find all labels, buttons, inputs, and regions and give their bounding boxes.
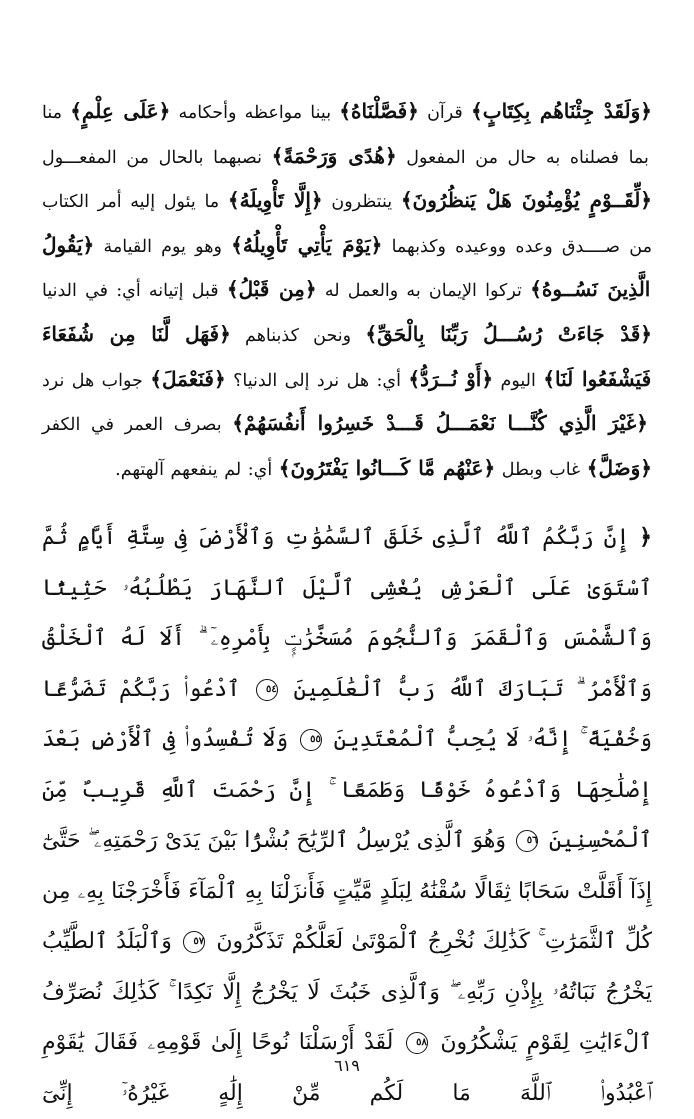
ayah-number-marker: ٥٨ (406, 1032, 428, 1054)
commentary-text: ونحن كذبناهم (230, 325, 366, 346)
quran-bracket: ﴾ (226, 277, 239, 302)
quran-phrase: عَنْهُم مَّا كَـــانُوا يَفْتَرُونَ (290, 455, 484, 480)
quran-bracket: ﴿ (481, 366, 494, 391)
commentary-text: وهو يوم القيامة (94, 236, 232, 257)
verse-text: إِنَّ رَبَّكُمُ ٱللَّهُ ٱلَّذِى خَلَقَ ٱلسَّمَٰوَٰتِ وَٱلْأَرْضَ فِى سِتَّةِ أَيَّامٍ ثُمَّ ٱسْتَوَىٰ عَلَى ٱلْعَرْشِ يُغْشِى ٱلَّيْلَ ٱلنَّهَارَ يَطْلُبُهُۥ حَثِيثًا وَٱلشَّمْسَ وَٱلْقَمَرَ وَٱلنُّجُومَ مُسَخَّرَٰتٍۭ بِأَمْرِهِۦٓ ۗ أَلَا لَهُ ٱلْخَلْقُ وَٱلْأَمْرُ ۗ تَبَارَكَ ٱللَّهُ رَبُّ ٱلْعَٰلَمِينَ (42, 525, 652, 702)
ayah-number-marker: ٥٦ (516, 830, 538, 852)
quran-bracket: ﴿ (407, 99, 419, 123)
quran-bracket: ﴾ (232, 411, 244, 436)
quran-bracket: ﴿ (483, 455, 496, 480)
ayah-number-marker: ٥٤ (256, 679, 278, 701)
commentary-text: بصرف العمر في الكفر (42, 415, 233, 436)
quran-open-bracket: ﴿ (639, 524, 653, 550)
quran-bracket: ﴿ (370, 232, 383, 257)
commentary-text: جواب هل نرد (42, 370, 151, 391)
commentary-text: أي: هل نرد إلى الدنيا؟ (225, 370, 409, 391)
quran-bracket: ﴾ (231, 232, 243, 257)
quran-bracket: ﴾ (70, 99, 82, 123)
quran-bracket: ﴿ (304, 277, 317, 302)
quran-bracket: ﴿ (213, 366, 226, 391)
commentary-text: ينتظرون (322, 192, 401, 213)
quran-bracket: ﴿ (636, 411, 648, 436)
commentary-text: ما يئول إليه أمر الكتاب من صــــدق وعده ووعيده وكذبهما (42, 192, 652, 257)
commentary-text: قبل إتيانه أي: في الدنيا (42, 281, 227, 302)
quran-bracket: ﴾ (543, 366, 555, 391)
verse-text: وَلَا تُفْسِدُوا۟ فِى ٱلْأَرْضِ بَعْدَ إِصْلَٰحِهَا وَٱدْعُوهُ خَوْفًا وَطَمَعًا ۚ إِنَّ رَحْمَتَ ٱللَّهِ قَرِيبٌ مِّنَ ٱلْمُحْسِنِينَ (42, 727, 653, 853)
quran-phrase: مِن قَبْلُ (238, 277, 305, 302)
verse-text: لَقَدْ أَرْسَلْنَا نُوحًا إِلَىٰ قَوْمِهِۦ فَقَالَ يَٰقَوْمِ ٱعْبُدُوا۟ ٱللَّهَ مَا لَكُم مِّنْ إِلَٰهٍ غَيْرُهُۥٓ إِنِّىٓ (42, 1030, 652, 1106)
quran-verses (42, 512, 652, 1119)
commentary-text: نصبهما بالحال من المفعـــول (42, 147, 272, 168)
quran-bracket: ﴿ (82, 232, 95, 257)
quran-bracket: ﴿ (640, 99, 652, 123)
ayah-number-marker: ٥٧ (183, 931, 205, 953)
commentary-text: اليوم (493, 370, 544, 391)
quran-phrase: فَنَعْمَلَ (161, 366, 214, 391)
quran-phrase: إِلَّا تَأْوِيلَهُ (239, 188, 311, 213)
commentary-text: قرآن (418, 103, 472, 123)
quran-phrase: أَوْ نُــرَدُّ (420, 366, 482, 391)
quran-bracket: ﴾ (271, 143, 284, 168)
quran-bracket: ﴾ (278, 455, 291, 480)
verse-text: ٱدْعُوا۟ رَبَّكُمْ تَضَرُّعًا وَخُفْيَةً ۚ إِنَّهُۥ لَا يُحِبُّ ٱلْمُعْتَدِينَ (42, 676, 652, 752)
verse-text: وَٱلْبَلَدُ ٱلطَّيِّبُ يَخْرُجُ نَبَاتُهُۥ بِإِذْنِ رَبِّهِۦ ۖ وَٱلَّذِى خَبُثَ لَا يَخْرُجُ إِلَّا نَكِدًا ۚ كَذَٰلِكَ نُصَرِّفُ ٱلْءَايَٰتِ لِقَوْمٍ يَشْكُرُونَ (42, 929, 652, 1055)
verse-text: وَهُوَ ٱلَّذِى يُرْسِلُ ٱلرِّيَٰحَ بُشْرًۢا بَيْنَ يَدَىْ رَحْمَتِهِۦ ۖ حَتَّىٰٓ إِذَآ أَقَلَّتْ سَحَابًا ثِقَالًا سُقْنَٰهُ لِبَلَدٍ مَّيِّتٍ فَأَنزَلْنَا بِهِ ٱلْمَآءَ فَأَخْرَجْنَا بِهِۦ مِن كُلِّ ٱلثَّمَرَٰتِ ۚ كَذَٰلِكَ نُخْرِجُ ٱلْمَوْتَىٰ لَعَلَّكُمْ تَذَكَّرُونَ (42, 828, 653, 954)
quran-phrase: فَصَّلْنَاهُ (351, 99, 408, 123)
page-number: ٦١٩ (334, 1056, 360, 1075)
quran-phrase: غَيْرَ الَّذِي كُنَّـــا نَعْمَـــلُ قَـــدْ خَسِرُوا أَنفُسَهُمْ (243, 411, 637, 436)
quran-bracket: ﴿ (640, 321, 653, 346)
commentary-text: منا بما فصلناه به حال من المفعول (42, 103, 649, 168)
quran-bracket: ﴿ (219, 321, 231, 346)
quran-phrase: وَلَقَدْ جِئْنَاهُم بِكِتَابٍ (482, 99, 641, 123)
quran-phrase: وَضَلَّ (598, 455, 641, 480)
commentary-text: تركوا الإيمان به والعمل له (316, 281, 531, 302)
quran-bracket: ﴿ (384, 143, 397, 168)
commentary-text: أي: لم ينفعهم آلهتهم. (115, 459, 279, 480)
tafsir-commentary (42, 90, 652, 491)
quran-bracket: ﴾ (339, 99, 351, 123)
quran-bracket: ﴾ (400, 188, 413, 213)
quran-phrase: قَدْ جَاءَتْ رُسُـــلُ رَبِّنَا بِالْحَقِّ (377, 321, 641, 346)
commentary-text: بينا مواعظه وأحكامه (170, 103, 340, 123)
quran-bracket: ﴾ (408, 366, 421, 391)
quran-bracket: ﴿ (640, 188, 653, 213)
commentary-text: غاب وبطل (495, 459, 587, 480)
quran-bracket: ﴿ (158, 99, 171, 123)
quran-bracket: ﴾ (150, 366, 162, 391)
ayah-number-marker: ٥٥ (300, 729, 322, 751)
quran-bracket: ﴿ (640, 455, 652, 480)
quran-bracket: ﴾ (530, 277, 542, 302)
quran-bracket: ﴿ (310, 188, 323, 213)
quran-phrase: يَقُولُ الَّذِينَ نَسُــوهُ (42, 232, 651, 302)
quran-phrase: فَهَل لَّنَا مِن شُفَعَاءَ فَيَشْفَعُوا لَنَا (42, 321, 652, 391)
quran-phrase: هُدًى وَرَحْمَةً (283, 143, 385, 168)
quran-bracket: ﴾ (471, 99, 483, 123)
quran-phrase: لِّقَــوْمٍ يُؤْمِنُونَ هَلْ يَنظُرُونَ (412, 188, 641, 213)
quran-bracket: ﴾ (586, 455, 599, 480)
quran-bracket: ﴾ (365, 321, 378, 346)
quran-bracket: ﴾ (227, 188, 240, 213)
quran-phrase: عَلَى عِلْمٍ (81, 99, 159, 123)
quran-phrase: يَوْمَ يَأْتِي تَأْوِيلُهُ (242, 232, 371, 257)
